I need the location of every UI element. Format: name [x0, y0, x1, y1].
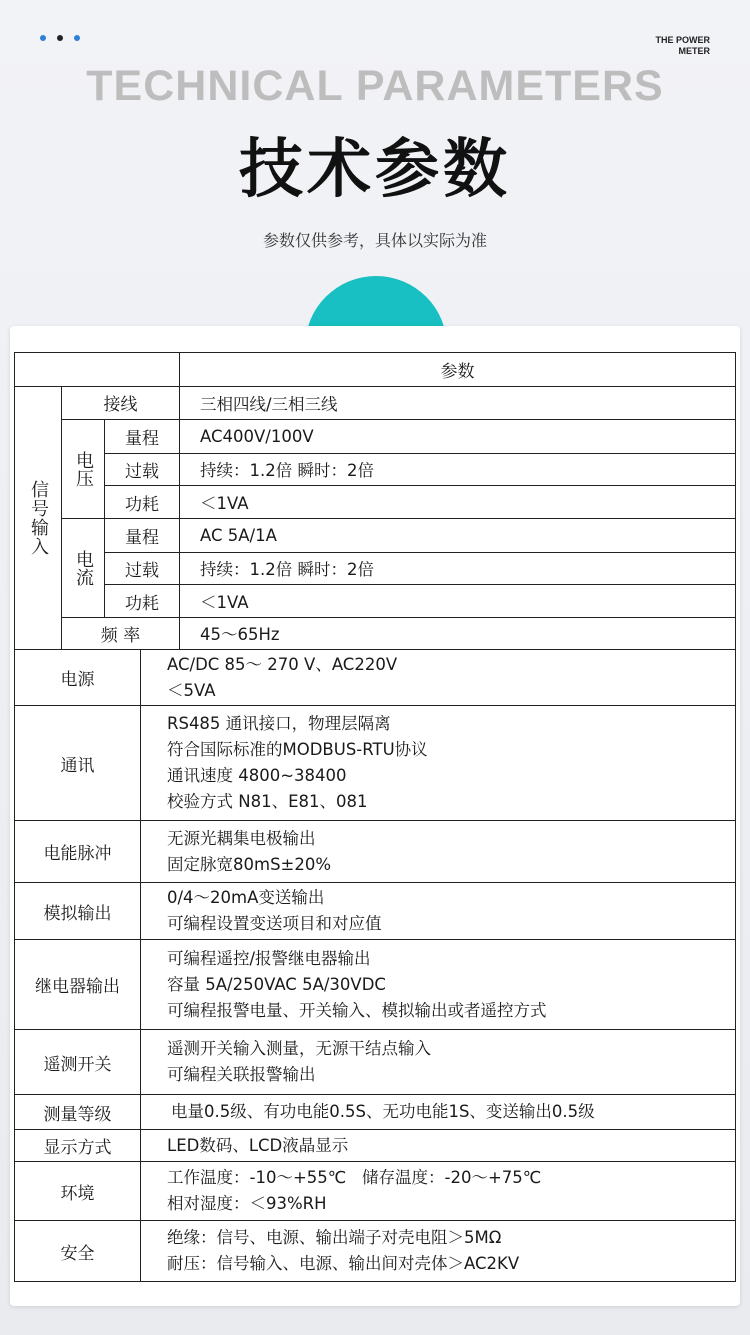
value-line: 电量0.5级、有功电能0.5S、无功电能1S、变送输出0.5级 — [171, 1102, 595, 1121]
relay-output-label: 继电器输出 — [15, 940, 141, 1029]
wiring-value: 三相四线/三相三线 — [200, 394, 338, 414]
value-line: 可编程设置变送项目和对应值 — [167, 914, 382, 933]
value-line: 无源光耦集电极输出 — [167, 828, 316, 848]
current-group — [62, 518, 735, 617]
dot-blue — [74, 35, 80, 41]
title-english: TECHNICAL PARAMETERS — [86, 62, 664, 110]
brand-label — [655, 35, 710, 57]
analog-output-value — [141, 883, 735, 939]
value-line: 相对湿度：＜93%RH — [167, 1194, 327, 1213]
table-row — [15, 882, 735, 939]
table-row — [15, 1094, 735, 1129]
voltage-group — [62, 419, 735, 518]
table-row — [15, 1129, 735, 1161]
value-line: 可编程关联报警输出 — [167, 1065, 316, 1084]
table-row — [15, 820, 735, 882]
voltage-range-label: 量程 — [105, 420, 180, 453]
current-label: 电流 — [62, 519, 105, 617]
display-mode-label: 显示方式 — [15, 1130, 141, 1161]
energy-pulse-value — [141, 821, 735, 882]
table-row — [15, 1029, 735, 1094]
value-line: 校验方式 N81、E81、081 — [167, 792, 368, 811]
power-supply-value — [141, 650, 735, 705]
signal-input-section — [15, 386, 735, 649]
current-range-label: 量程 — [105, 519, 180, 552]
power-supply-label: 电源 — [15, 650, 141, 705]
safety-label: 安全 — [15, 1221, 141, 1281]
voltage-overload-label: 过载 — [105, 454, 180, 486]
telemetry-switch-label: 遥测开关 — [15, 1030, 141, 1094]
table-row — [15, 1220, 735, 1281]
communication-label: 通讯 — [15, 706, 141, 820]
brand-line-2: METER — [678, 46, 710, 56]
table-row — [62, 387, 735, 419]
value-line: 遥测开关输入测量，无源干结点输入 — [167, 1039, 431, 1058]
communication-value — [141, 706, 735, 820]
table-row — [15, 705, 735, 820]
value-line: 符合国际标准的MODBUS-RTU协议 — [167, 740, 428, 759]
value-line: AC/DC 85～ 270 V、AC220V — [167, 654, 398, 674]
voltage-body — [105, 420, 735, 518]
signal-input-label: 信号输入 — [15, 387, 62, 649]
value-line: 工作温度：-10～+55℃ 储存温度：-20～+75℃ — [167, 1168, 542, 1187]
analog-output-label: 模拟输出 — [15, 883, 141, 939]
table-row — [15, 939, 735, 1029]
dot-dark — [57, 35, 63, 41]
subtitle: 参数仅供参考，具体以实际为准 — [262, 231, 487, 250]
decorative-dots — [40, 35, 80, 41]
energy-pulse-label: 电能脉冲 — [15, 821, 141, 882]
value-line: 耐压：信号输入、电源、输出间对壳体＞AC2KV — [167, 1254, 520, 1273]
table-row — [105, 552, 735, 585]
current-body — [105, 519, 735, 617]
value-line: ＜5VA — [167, 680, 216, 700]
voltage-power-label: 功耗 — [105, 486, 180, 518]
relay-output-value — [141, 940, 735, 1029]
voltage-overload-value: 持续：1.2倍 瞬时：2倍 — [200, 461, 374, 481]
environment-label: 环境 — [15, 1162, 141, 1220]
current-power-label: 功耗 — [105, 585, 180, 617]
parameters-table — [14, 352, 736, 1282]
value-line: 固定脉宽80mS±20% — [167, 854, 332, 874]
table-row — [15, 649, 735, 705]
header-label: 参数 — [440, 362, 475, 382]
dot-blue — [40, 35, 46, 41]
table-row — [105, 584, 735, 617]
voltage-power-value: ＜1VA — [200, 494, 249, 514]
frequency-value: 45～65Hz — [200, 625, 280, 645]
environment-value — [141, 1162, 735, 1220]
current-overload-value: 持续：1.2倍 瞬时：2倍 — [200, 560, 374, 580]
safety-value — [141, 1221, 735, 1281]
value-line: 容量 5A/250VAC 5A/30VDC — [167, 974, 386, 994]
signal-input-body — [62, 387, 735, 649]
current-power-value: ＜1VA — [200, 593, 249, 613]
table-row — [15, 1161, 735, 1220]
value-line: LED数码、LCD液晶显示 — [167, 1135, 349, 1155]
accuracy-class-value — [141, 1095, 735, 1129]
value-line: 可编程遥控/报警继电器输出 — [167, 948, 371, 968]
voltage-label: 电压 — [62, 420, 105, 518]
value-line: 0/4～20mA变送输出 — [167, 888, 325, 907]
brand-line-1: THE POWER — [655, 35, 710, 45]
table-row — [105, 485, 735, 518]
title-chinese: 技术参数 — [239, 133, 511, 207]
accuracy-class-label: 测量等级 — [15, 1095, 141, 1129]
header-blank-cell — [15, 353, 180, 386]
telemetry-switch-value — [141, 1030, 735, 1094]
table-row — [62, 617, 735, 649]
table-header-row — [15, 353, 735, 386]
value-line: RS485 通讯接口，物理层隔离 — [167, 714, 391, 733]
current-range-value: AC 5A/1A — [200, 525, 277, 545]
value-line: 通讯速度 4800~38400 — [167, 766, 347, 785]
value-line: 绝缘：信号、电源、输出端子对壳电阻＞5MΩ — [167, 1228, 502, 1247]
display-mode-value — [141, 1130, 735, 1161]
current-overload-label: 过载 — [105, 553, 180, 585]
table-row — [105, 453, 735, 486]
table-row — [105, 519, 735, 552]
wiring-label: 接线 — [62, 387, 180, 419]
frequency-label: 频 率 — [62, 618, 180, 649]
table-row — [105, 420, 735, 453]
value-line: 可编程报警电量、开关输入、模拟输出或者遥控方式 — [167, 1000, 547, 1020]
voltage-range-value: AC400V/100V — [200, 426, 314, 446]
